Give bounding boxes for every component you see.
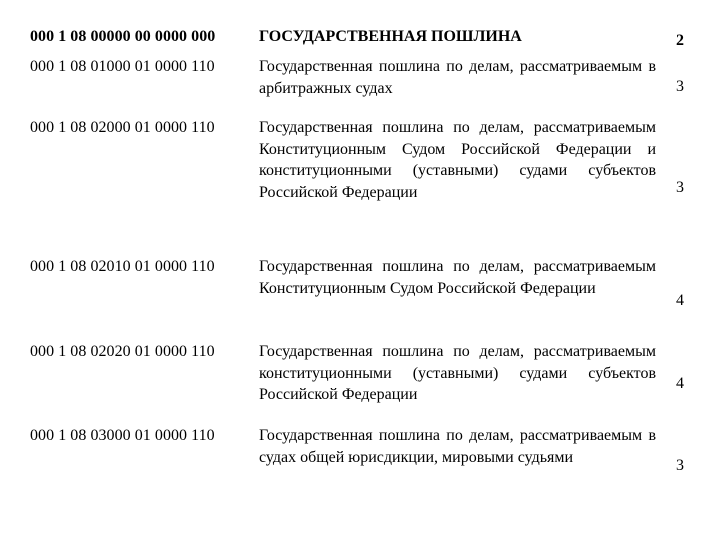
row-number: 3 bbox=[676, 179, 684, 196]
revenue-name: Государственная пошлина по делам, рассматриваемым Конституционным Судом Российской Федерации bbox=[259, 258, 656, 297]
revenue-name: Государственная пошлина по делам, рассматриваемым в судах общей юрисдикции, мировыми судьями bbox=[259, 427, 656, 466]
budget-code: 000 1 08 00000 00 0000 000 bbox=[30, 28, 216, 45]
revenue-name: ГОСУДАРСТВЕННАЯ ПОШЛИНА bbox=[259, 28, 522, 45]
budget-code: 000 1 08 03000 01 0000 110 bbox=[30, 427, 215, 444]
budget-code: 000 1 08 01000 01 0000 110 bbox=[30, 58, 215, 75]
budget-code: 000 1 08 02020 01 0000 110 bbox=[30, 343, 215, 360]
row-number: 3 bbox=[676, 78, 684, 95]
revenue-name: Государственная пошлина по делам, рассматриваемым Конституционным Судом Российской Федерации и конституционными (уставными) судами субъектов Российской Федерации bbox=[259, 119, 656, 201]
row-number: 3 bbox=[676, 457, 684, 474]
budget-code: 000 1 08 02000 01 0000 110 bbox=[30, 119, 215, 136]
row-number: 2 bbox=[676, 32, 684, 49]
budget-code: 000 1 08 02010 01 0000 110 bbox=[30, 258, 215, 275]
revenue-name: Государственная пошлина по делам, рассматриваемым конституционными (уставными) судами субъектов Российской Федерации bbox=[259, 343, 656, 403]
revenue-name: Государственная пошлина по делам, рассматриваемым в арбитражных судах bbox=[259, 58, 656, 97]
row-number: 4 bbox=[676, 292, 684, 309]
row-number: 4 bbox=[676, 375, 684, 392]
